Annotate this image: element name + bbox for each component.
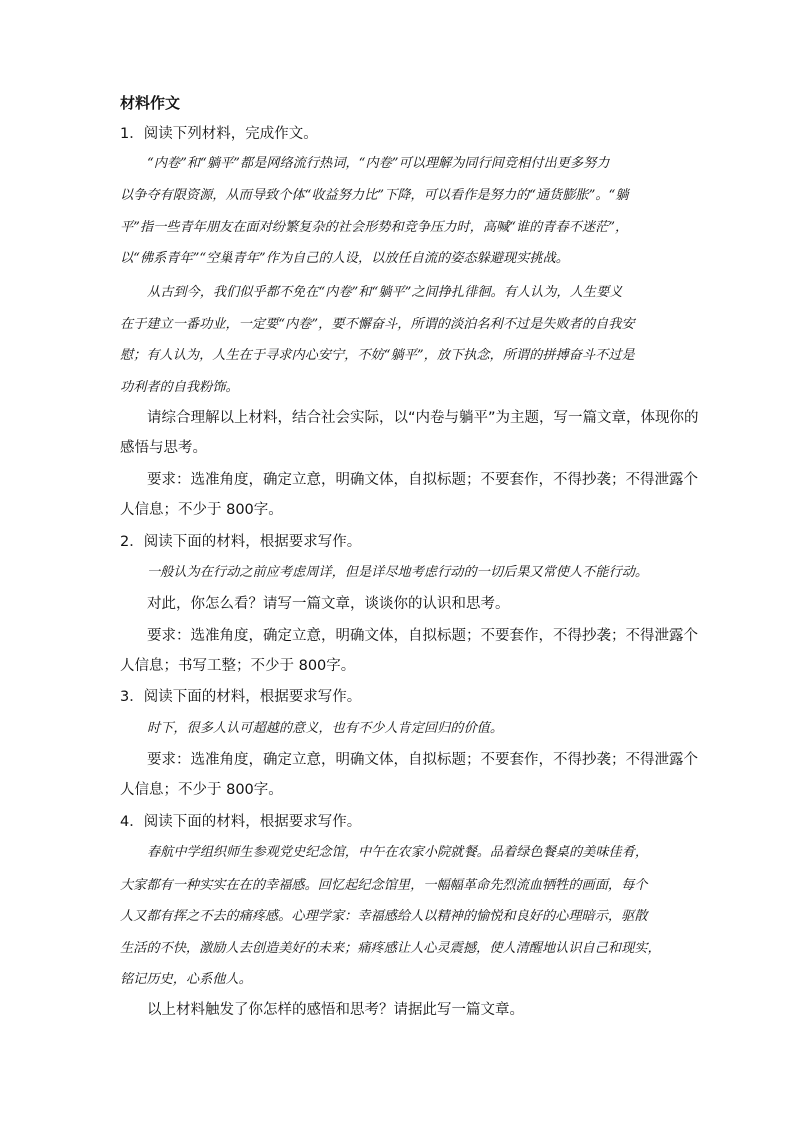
q4-material-line: 春航中学组织师生参观党史纪念馆，中午在农家小院就餐。品着绿色餐桌的美味佳肴， — [147, 845, 649, 860]
q4-title: 4．阅读下面的材料，根据要求写作。 — [120, 814, 362, 830]
q1-material-line: 平”指一些青年朋友在面对纷繁复杂的社会形势和竞争压力时，高喊“谁的青春不迷茫”， — [120, 220, 629, 235]
q2-requirement-line: 要求：选准角度，确定立意，明确文体，自拟标题；不要套作，不得抄袭；不得泄露个 — [147, 628, 698, 644]
q4-prompt: 以上材料触发了你怎样的感悟和思考？请据此写一篇文章。 — [147, 1002, 524, 1018]
q2-requirement-line: 人信息；书写工整；不少于 800字。 — [120, 658, 356, 674]
q3-requirement-line: 人信息；不少于 800字。 — [120, 782, 283, 798]
q4-material-line: 大家都有一种实实在在的幸福感。回忆起纪念馆里，一幅幅革命先烈流血牺牲的画面，每个 — [120, 878, 648, 893]
q1-prompt-line: 感悟与思考。 — [120, 440, 207, 456]
q1-material-line: 功利者的自我粉饰。 — [120, 380, 239, 395]
q1-title: 1．阅读下列材料，完成作文。 — [120, 126, 318, 142]
q1-material-line: 以争夺有限资源，从而导致个体“收益努力比”下降，可以看作是努力的“通货膨胀”。“躺 — [120, 188, 629, 203]
q3-title: 3．阅读下面的材料，根据要求写作。 — [120, 689, 362, 705]
q2-material: 一般认为在行动之前应考虑周详，但是详尽地考虑行动的一切后果又常使人不能行动。 — [147, 565, 649, 580]
section-title: 材料作文 — [120, 94, 181, 112]
q4-material-line: 铭记历史，心系他人。 — [120, 972, 252, 987]
q1-material-line: 在于建立一番功业，一定要“内卷”，要不懈奋斗，所谓的淡泊名利不过是失败者的自我安 — [120, 317, 635, 332]
q4-material-line: 生活的不快，激励人去创造美好的未来；痛疼感让人心灵震撼，使人清醒地认识自己和现实， — [120, 941, 661, 956]
q1-material-line: “内卷”和“躺平”都是网络流行热词，“内卷”可以理解为同行间竞相付出更多努力 — [147, 156, 610, 171]
q1-material-line: 慰；有人认为，人生在于寻求内心安宁，不妨“躺平”，放下执念，所谓的拼搏奋斗不过是 — [120, 348, 635, 363]
q4-material-line: 人又都有挥之不去的痛疼感。心理学家：幸福感给人以精神的愉悦和良好的心理暗示，驱散 — [120, 909, 648, 924]
q1-requirement-line: 要求：选准角度，确定立意，明确文体，自拟标题；不要套作，不得抄袭；不得泄露个 — [147, 472, 698, 488]
q2-prompt: 对此，你怎么看？请写一篇文章，谈谈你的认识和思考。 — [147, 596, 510, 612]
q3-material: 时下，很多人认可超越的意义，也有不少人肯定回归的价值。 — [147, 721, 504, 736]
q1-requirement-line: 人信息；不少于 800字。 — [120, 502, 283, 518]
q1-material-line: 以“佛系青年”“空巢青年”作为自己的人设，以放任自流的姿态躲避现实挑战。 — [120, 251, 569, 266]
q3-requirement-line: 要求：选准角度，确定立意，明确文体，自拟标题；不要套作，不得抄袭；不得泄露个 — [147, 752, 698, 768]
q1-prompt-line: 请综合理解以上材料，结合社会实际，以“内卷与躺平”为主题，写一篇文章，体现你的 — [147, 410, 699, 426]
q1-material-line: 从古到今，我们似乎都不免在“内卷”和“躺平”之间挣扎徘徊。有人认为，人生要义 — [147, 285, 623, 300]
q2-title: 2．阅读下面的材料，根据要求写作。 — [120, 534, 362, 550]
